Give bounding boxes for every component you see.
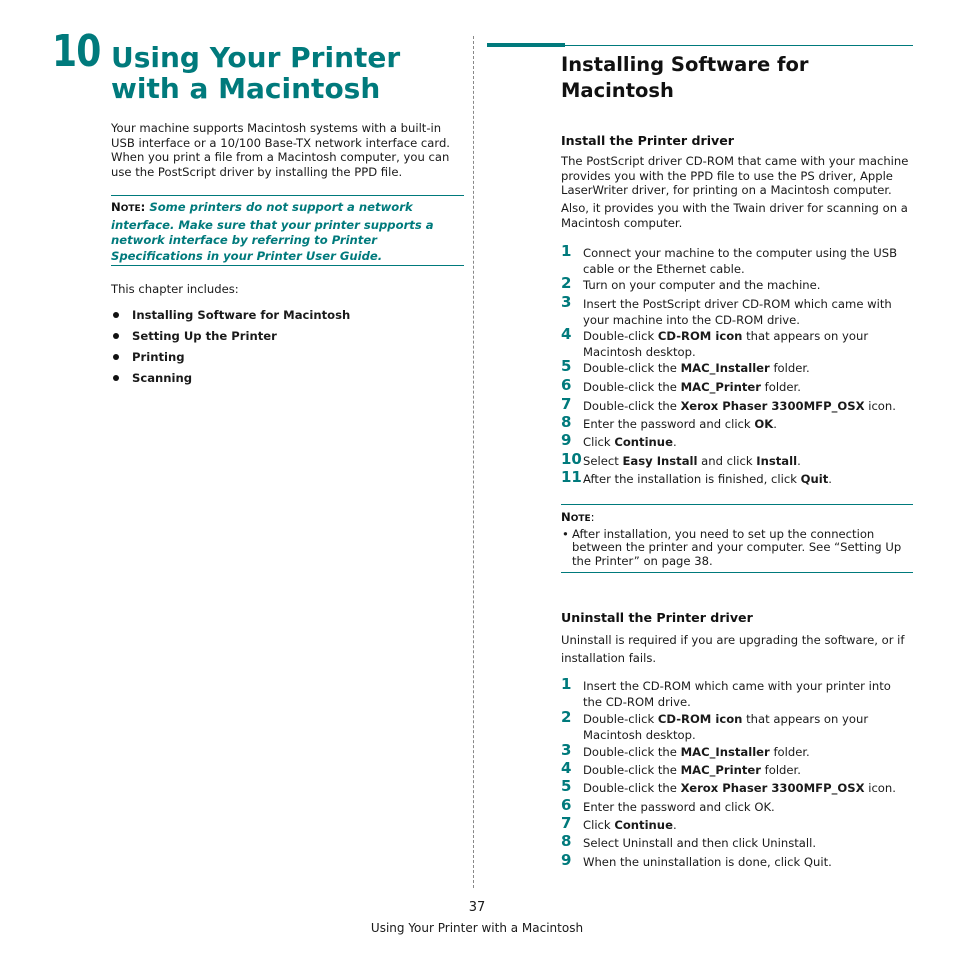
step-number: 1 bbox=[561, 242, 572, 260]
uninstall-paragraph: Uninstall is required if you are upgrading the software, or if installation fails. bbox=[561, 633, 905, 665]
list-item-label: Printing bbox=[132, 349, 185, 364]
step-number: 7 bbox=[561, 814, 572, 832]
step-number: 6 bbox=[561, 376, 572, 394]
step-text: Click Continue. bbox=[583, 435, 677, 449]
step-text: Double-click the Xerox Phaser 3300MFP_OSX icon. bbox=[583, 399, 896, 413]
step-text: Enter the password and click OK. bbox=[583, 417, 777, 431]
step-number: 9 bbox=[561, 851, 572, 869]
list-item bbox=[111, 346, 350, 367]
chapter-contents-list bbox=[111, 304, 350, 388]
note-box bbox=[111, 195, 464, 266]
bullet-icon bbox=[113, 312, 119, 318]
step-text: When the uninstallation is done, click Quit. bbox=[583, 855, 832, 869]
note-paragraph bbox=[111, 200, 464, 264]
step-number: 9 bbox=[561, 431, 572, 449]
step-number: 5 bbox=[561, 777, 572, 795]
step-text: Insert the PostScript driver CD-ROM which came with your machine into the CD-ROM drive. bbox=[583, 297, 892, 327]
note-label-initial: N bbox=[561, 510, 571, 524]
chapter-intro: Your machine supports Macintosh systems with a built-in USB interface or a 10/100 Base-TX network interface card. When you print a file from a Macintosh computer, you can use the PostScript driver by installing the PPD file. bbox=[111, 121, 450, 179]
chapter-number: 10 bbox=[52, 26, 101, 77]
uninstall-heading: Uninstall the Printer driver bbox=[561, 610, 753, 625]
list-item-label: Setting Up the Printer bbox=[132, 328, 277, 343]
note-text: Some printers do not support a network interface. Make sure that your printer supports a network interface by referring to Printer Specifications in your Printer User Guide. bbox=[111, 200, 434, 263]
note-text: After installation, you need to set up the connection between the printer and your computer. See “Setting Up the Printer” on page 38. bbox=[572, 527, 902, 568]
bullet-icon: • bbox=[562, 527, 569, 541]
includes-intro: This chapter includes: bbox=[111, 282, 239, 296]
note-label bbox=[111, 200, 145, 214]
note-label-rest: OTE bbox=[570, 514, 591, 524]
note-box bbox=[561, 504, 913, 573]
bullet-icon bbox=[113, 354, 119, 360]
step-number: 2 bbox=[561, 708, 572, 726]
step-text: Click Continue. bbox=[583, 818, 677, 832]
step-text: Double-click the MAC_Installer folder. bbox=[583, 745, 810, 759]
step-number: 10 bbox=[561, 450, 582, 468]
note-label-colon: : bbox=[140, 200, 146, 214]
step-text: Select Easy Install and click Install. bbox=[583, 454, 801, 468]
step-text: Double-click CD-ROM icon that appears on your Macintosh desktop. bbox=[583, 712, 869, 742]
step-text: Select Uninstall and then click Uninstall. bbox=[583, 836, 817, 850]
list-item-label: Scanning bbox=[132, 370, 193, 385]
step-number: 8 bbox=[561, 413, 572, 431]
bullet-icon bbox=[113, 333, 119, 339]
page-footer: Using Your Printer with a Macintosh bbox=[370, 921, 584, 935]
step-text: After the installation is finished, click Quit. bbox=[583, 472, 832, 486]
step-text: Double-click the MAC_Printer folder. bbox=[583, 763, 801, 777]
note-label bbox=[561, 510, 595, 524]
step-number: 4 bbox=[561, 325, 572, 343]
column-divider bbox=[473, 36, 474, 888]
step-text: Double-click the MAC_Installer folder. bbox=[583, 361, 810, 375]
page-number: 37 bbox=[468, 900, 486, 915]
section-rule-accent bbox=[487, 43, 565, 47]
step-number: 11 bbox=[561, 468, 582, 486]
list-item bbox=[111, 325, 350, 346]
note-label-rest: OTE bbox=[120, 204, 141, 214]
step-number: 4 bbox=[561, 759, 572, 777]
step-number: 1 bbox=[561, 675, 572, 693]
install-paragraph-2: Also, it provides you with the Twain driver for scanning on a Macintosh computer. bbox=[561, 201, 908, 230]
step-text: Double-click the Xerox Phaser 3300MFP_OSX icon. bbox=[583, 781, 896, 795]
step-text: Turn on your computer and the machine. bbox=[583, 278, 821, 292]
list-item-label: Installing Software for Macintosh bbox=[132, 307, 351, 322]
step-number: 3 bbox=[561, 293, 572, 311]
step-text: Connect your machine to the computer using the USB cable or the Ethernet cable. bbox=[583, 246, 898, 276]
section-title: Installing Software for Macintosh bbox=[561, 53, 809, 102]
note-label-initial: N bbox=[111, 200, 121, 214]
step-number: 7 bbox=[561, 395, 572, 413]
step-text: Enter the password and click OK. bbox=[583, 800, 775, 814]
step-number: 6 bbox=[561, 796, 572, 814]
list-item bbox=[111, 367, 350, 388]
note-label-colon: : bbox=[590, 510, 595, 524]
bullet-icon bbox=[113, 375, 119, 381]
install-heading: Install the Printer driver bbox=[561, 133, 734, 148]
step-number: 2 bbox=[561, 274, 572, 292]
chapter-title: Using Your Printer with a Macintosh bbox=[111, 41, 401, 105]
step-text: Insert the CD-ROM which came with your printer into the CD-ROM drive. bbox=[583, 679, 891, 709]
list-item bbox=[111, 304, 350, 325]
step-text: Double-click CD-ROM icon that appears on your Macintosh desktop. bbox=[583, 329, 869, 359]
install-paragraph-1: The PostScript driver CD-ROM that came with your machine provides you with the PPD file to use the PS driver, Apple LaserWriter driver, for printing on a Macintosh computer. bbox=[561, 154, 909, 198]
step-number: 5 bbox=[561, 357, 572, 375]
step-number: 8 bbox=[561, 832, 572, 850]
step-text: Double-click the MAC_Printer folder. bbox=[583, 380, 801, 394]
step-number: 3 bbox=[561, 741, 572, 759]
